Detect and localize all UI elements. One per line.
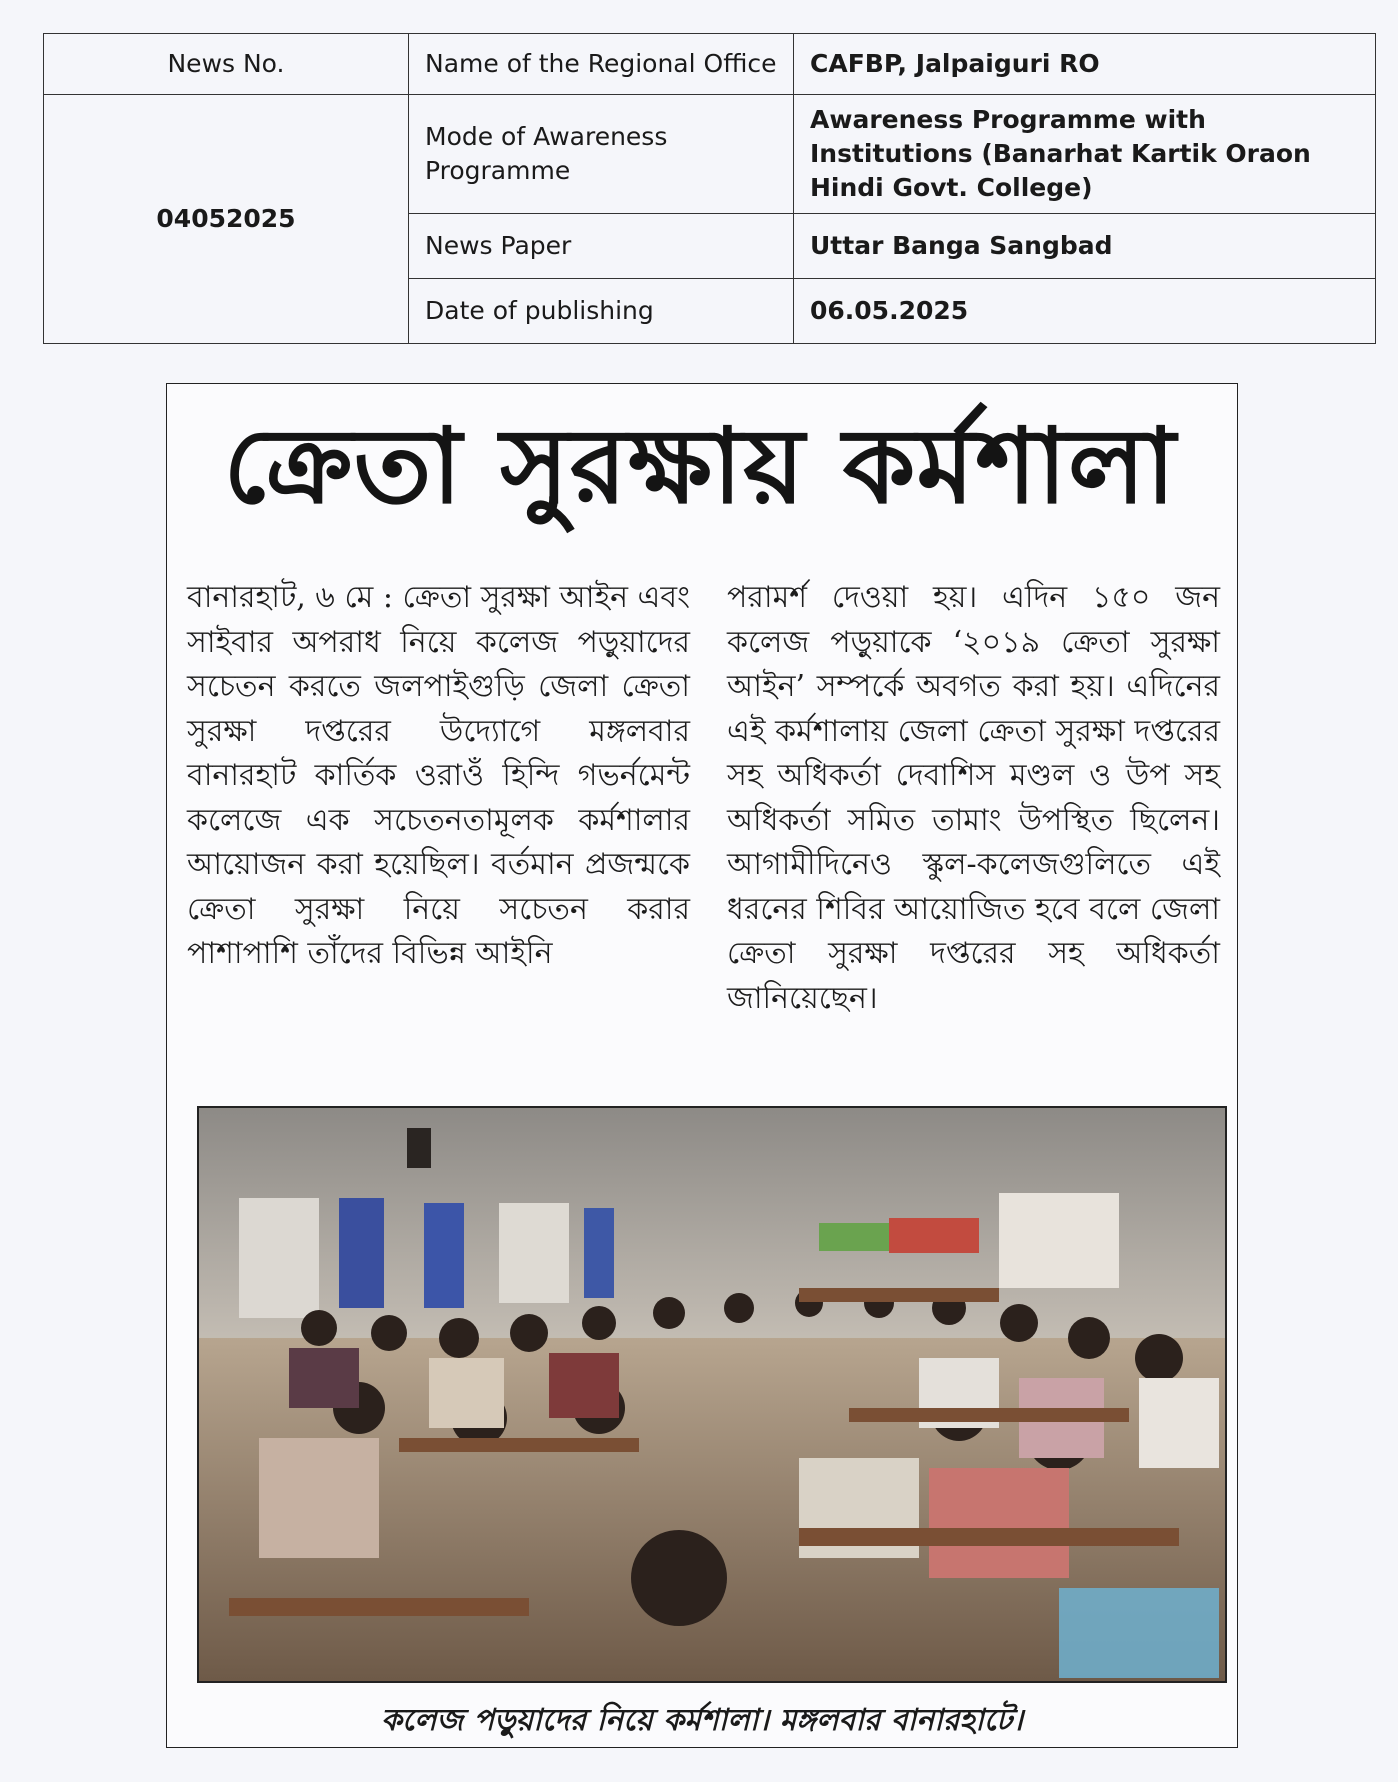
- mode-value: Awareness Programme with Institutions (Banarhat Kartik Oraon Hindi Govt. College): [794, 94, 1376, 213]
- date-value: 06.05.2025: [794, 279, 1376, 344]
- news-info-table: [43, 33, 1376, 344]
- regional-office-label: Name of the Regional Office: [409, 34, 794, 95]
- article-headline: ক্রেতা সুরক্ষায় কর্মশালা: [223, 404, 1177, 527]
- news-no-value: 04052025: [44, 94, 409, 343]
- newspaper-value: Uttar Banga Sangbad: [794, 214, 1376, 279]
- newspaper-clipping: [166, 383, 1238, 1748]
- article-column-left: বানারহাট, ৬ মে : ক্রেতা সুরক্ষা আইন এবং সাইবার অপরাধ নিয়ে কলেজ পড়ুয়াদের সচেতন করতে জলপাইগুড়ি জেলা ক্রেতা সুরক্ষা দপ্তরের উদ্যোগে মঙ্গলবার বানারহাট কার্তিক ওরাওঁ হিন্দি গভর্নমেন্ট কলেজে এক সচেতনতামূলক কর্মশালার আয়োজন করা হয়েছিল। বর্তমান প্রজন্মকে ক্রেতা সুরক্ষা নিয়ে সচেতন করার পাশাপাশি তাঁদের বিভিন্ন আইনি: [187, 580, 690, 971]
- article-column-right: পরামর্শ দেওয়া হয়। এদিন ১৫০ জন কলেজ পড়ুয়াকে ‘২০১৯ ক্রেতা সুরক্ষা আইন’ সম্পর্কে অবগত করা হয়। এদিনের এই কর্মশালায় জেলা ক্রেতা সুরক্ষা দপ্তরের সহ অধিকর্তা দেবাশিস মণ্ডল ও উপ সহ অধিকর্তা সমিত তামাং উপস্থিত ছিলেন। আগামীদিনেও স্কুল-কলেজগুলিতে এই ধরনের শিবির আয়োজিত হবে বলে জেলা ক্রেতা সুরক্ষা দপ্তরের সহ অধিকর্তা জানিয়েছেন।: [727, 580, 1220, 1016]
- article-photo: [197, 1106, 1227, 1683]
- news-no-label: News No.: [44, 34, 409, 95]
- regional-office-value: CAFBP, Jalpaiguri RO: [794, 34, 1376, 95]
- newspaper-label: News Paper: [409, 214, 794, 279]
- mode-label: Mode of Awareness Programme: [409, 94, 794, 213]
- photo-caption: কলেজ পড়ুয়াদের নিয়ে কর্মশালা। মঙ্গলবার বানারহাটে।: [381, 1703, 1023, 1738]
- date-label: Date of publishing: [409, 279, 794, 344]
